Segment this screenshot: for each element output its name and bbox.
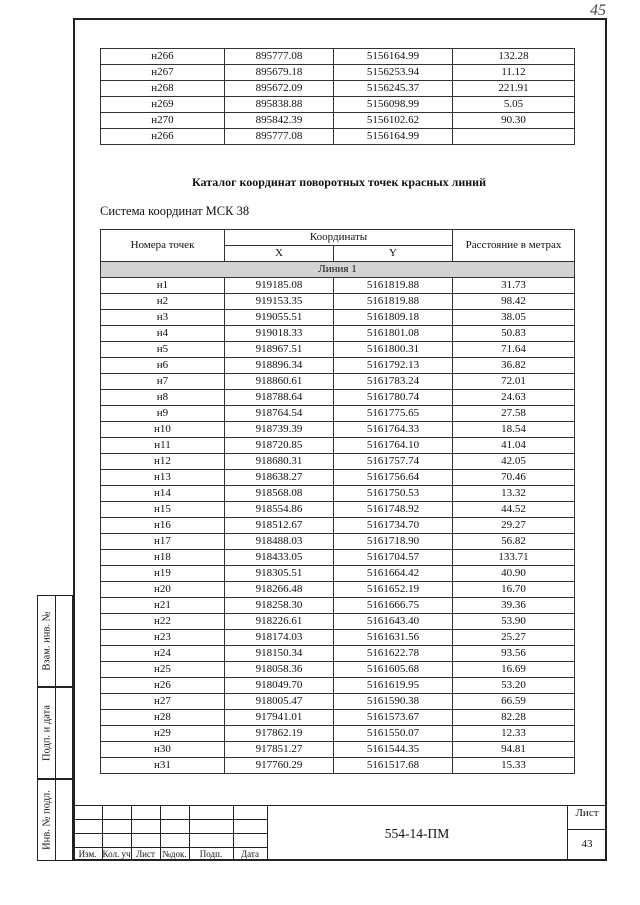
x-coordinate-cell: 918174.03 [225,630,334,646]
distance-cell: 132.28 [453,49,575,65]
x-coordinate-cell: 918433.05 [225,550,334,566]
x-coordinate-cell: 895838.88 [225,97,334,113]
distance-cell: 41.04 [453,438,575,454]
point-number-cell: н23 [101,630,225,646]
continued-coordinates-table [100,48,575,145]
table-row [101,113,575,129]
coordinates-catalog-table [100,229,575,774]
point-number-cell: н29 [101,726,225,742]
section-line-1: Линия 1 [101,262,575,278]
stamp-col-list: Лист [136,849,155,859]
point-number-cell: н15 [101,502,225,518]
table-row [101,438,575,454]
y-coordinate-cell: 5161801.08 [334,326,453,342]
table-row [101,81,575,97]
point-number-cell: н8 [101,390,225,406]
side-label-inv: Инв. № подл. [41,790,52,850]
x-coordinate-cell: 918568.08 [225,486,334,502]
distance-cell: 31.73 [453,278,575,294]
x-coordinate-cell: 918638.27 [225,470,334,486]
catalog-title: Каталог координат поворотных точек красных линий [191,175,487,189]
y-coordinate-cell: 5161756.64 [334,470,453,486]
distance-cell: 133.71 [453,550,575,566]
table-row [101,742,575,758]
x-coordinate-cell: 917862.19 [225,726,334,742]
distance-cell: 12.33 [453,726,575,742]
y-coordinate-cell: 5161643.40 [334,614,453,630]
y-coordinate-cell: 5161819.88 [334,278,453,294]
stamp-col-podp: Подп. [199,849,223,859]
distance-cell: 16.70 [453,582,575,598]
table-row [101,358,575,374]
x-coordinate-cell: 918305.51 [225,566,334,582]
stamp-col-izm: Изм. [78,849,97,859]
y-coordinate-cell: 5161800.31 [334,342,453,358]
distance-cell: 27.58 [453,406,575,422]
point-number-cell: н20 [101,582,225,598]
y-coordinate-cell: 5161666.75 [334,598,453,614]
y-coordinate-cell: 5161809.18 [334,310,453,326]
table-row [101,278,575,294]
distance-cell: 90.30 [453,113,575,129]
y-coordinate-cell: 5161757.74 [334,454,453,470]
point-number-cell: н9 [101,406,225,422]
x-coordinate-cell: 917941.01 [225,710,334,726]
distance-cell: 11.12 [453,65,575,81]
header-y: Y [334,246,453,262]
distance-cell: 44.52 [453,502,575,518]
distance-cell: 53.20 [453,678,575,694]
table-row [101,758,575,774]
distance-cell: 15.33 [453,758,575,774]
y-coordinate-cell: 5156098.99 [334,97,453,113]
header-coordinates: Координаты [225,230,453,246]
point-number-cell: н4 [101,326,225,342]
y-coordinate-cell: 5156253.94 [334,65,453,81]
table-row [101,454,575,470]
point-number-cell: н2 [101,294,225,310]
distance-cell: 38.05 [453,310,575,326]
distance-cell: 29.27 [453,518,575,534]
x-coordinate-cell: 918488.03 [225,534,334,550]
point-number-cell: н3 [101,310,225,326]
table-row [101,422,575,438]
x-coordinate-cell: 918788.64 [225,390,334,406]
y-coordinate-cell: 5161775.65 [334,406,453,422]
y-coordinate-cell: 5161748.92 [334,502,453,518]
x-coordinate-cell: 918764.54 [225,406,334,422]
x-coordinate-cell: 919018.33 [225,326,334,342]
table-row [101,662,575,678]
point-number-cell: н11 [101,438,225,454]
table-row [101,534,575,550]
x-coordinate-cell: 918258.30 [225,598,334,614]
x-coordinate-cell: 918005.47 [225,694,334,710]
y-coordinate-cell: 5161652.19 [334,582,453,598]
x-coordinate-cell: 919055.51 [225,310,334,326]
table-row [101,326,575,342]
point-number-cell: н1 [101,278,225,294]
distance-cell: 5.05 [453,97,575,113]
side-stamp-podp [37,687,73,779]
side-stamp-inv [37,779,73,861]
point-number-cell: н14 [101,486,225,502]
y-coordinate-cell: 5156164.99 [334,129,453,145]
distance-cell: 66.59 [453,694,575,710]
point-number-cell: н17 [101,534,225,550]
x-coordinate-cell: 918680.31 [225,454,334,470]
distance-cell: 36.82 [453,358,575,374]
x-coordinate-cell: 918896.34 [225,358,334,374]
y-coordinate-cell: 5161780.74 [334,390,453,406]
page-number-handwritten: 45 [590,2,606,19]
point-number-cell: н266 [101,129,225,145]
table-row [101,582,575,598]
x-coordinate-cell: 918512.67 [225,518,334,534]
x-coordinate-cell: 918058.36 [225,662,334,678]
distance-cell: 13.32 [453,486,575,502]
distance-cell: 71.64 [453,342,575,358]
point-number-cell: н16 [101,518,225,534]
distance-cell: 53.90 [453,614,575,630]
point-number-cell: н5 [101,342,225,358]
table-row [101,374,575,390]
x-coordinate-cell: 895679.18 [225,65,334,81]
title-block [73,805,607,861]
x-coordinate-cell: 918967.51 [225,342,334,358]
y-coordinate-cell: 5161631.56 [334,630,453,646]
y-coordinate-cell: 5161550.07 [334,726,453,742]
x-coordinate-cell: 918860.61 [225,374,334,390]
distance-cell: 94.81 [453,742,575,758]
distance-cell: 16.69 [453,662,575,678]
point-number-cell: н27 [101,694,225,710]
y-coordinate-cell: 5161622.78 [334,646,453,662]
side-label-vzam: Взам. инв. № [41,611,52,671]
table-row [101,502,575,518]
distance-cell: 72.01 [453,374,575,390]
distance-cell: 82.28 [453,710,575,726]
table-row [101,486,575,502]
point-number-cell: н10 [101,422,225,438]
point-number-cell: н268 [101,81,225,97]
y-coordinate-cell: 5161517.68 [334,758,453,774]
table-row [101,406,575,422]
point-number-cell: н21 [101,598,225,614]
point-number-cell: н19 [101,566,225,582]
distance-cell: 40.90 [453,566,575,582]
y-coordinate-cell: 5156164.99 [334,49,453,65]
y-coordinate-cell: 5161664.42 [334,566,453,582]
distance-cell: 39.36 [453,598,575,614]
x-coordinate-cell: 895777.08 [225,129,334,145]
point-number-cell: н270 [101,113,225,129]
coordinate-system-label: Система координат МСК 38 [100,204,250,218]
header-point-numbers: Номера точек [101,230,225,262]
point-number-cell: н269 [101,97,225,113]
x-coordinate-cell: 917851.27 [225,742,334,758]
x-coordinate-cell: 895672.09 [225,81,334,97]
table-row [101,726,575,742]
y-coordinate-cell: 5161573.67 [334,710,453,726]
point-number-cell: н26 [101,678,225,694]
table-row [101,646,575,662]
distance-cell: 24.63 [453,390,575,406]
distance-cell: 98.42 [453,294,575,310]
table-row [101,614,575,630]
point-number-cell: н22 [101,614,225,630]
y-coordinate-cell: 5156102.62 [334,113,453,129]
sheet-label: Лист [575,807,599,819]
distance-cell: 18.54 [453,422,575,438]
stamp-col-data: Дата [241,849,259,859]
y-coordinate-cell: 5161764.10 [334,438,453,454]
header-distance: Расстояние в метрах [453,230,575,262]
stamp-col-ndok: №док. [162,849,187,859]
y-coordinate-cell: 5161544.35 [334,742,453,758]
point-number-cell: н12 [101,454,225,470]
distance-cell: 56.82 [453,534,575,550]
y-coordinate-cell: 5161718.90 [334,534,453,550]
x-coordinate-cell: 895777.08 [225,49,334,65]
table-row [101,566,575,582]
point-number-cell: н28 [101,710,225,726]
y-coordinate-cell: 5161783.24 [334,374,453,390]
x-coordinate-cell: 919185.08 [225,278,334,294]
y-coordinate-cell: 5161704.57 [334,550,453,566]
x-coordinate-cell: 918226.61 [225,614,334,630]
table-row [101,678,575,694]
sheet-number: 43 [581,838,593,850]
table-row [101,598,575,614]
side-label-podp: Подп. и дата [41,704,52,762]
y-coordinate-cell: 5161605.68 [334,662,453,678]
table-row [101,710,575,726]
table-row [101,390,575,406]
point-number-cell: н24 [101,646,225,662]
x-coordinate-cell: 918150.34 [225,646,334,662]
distance-cell: 42.05 [453,454,575,470]
table-row [101,129,575,145]
x-coordinate-cell: 918739.39 [225,422,334,438]
point-number-cell: н267 [101,65,225,81]
distance-cell [453,129,575,145]
table-row [101,518,575,534]
table-row [101,550,575,566]
table-row [101,65,575,81]
point-number-cell: н6 [101,358,225,374]
y-coordinate-cell: 5161819.88 [334,294,453,310]
table-row [101,97,575,113]
point-number-cell: н7 [101,374,225,390]
y-coordinate-cell: 5161619.95 [334,678,453,694]
table-row [101,342,575,358]
table-row [101,470,575,486]
distance-cell: 25.27 [453,630,575,646]
table-row [101,294,575,310]
x-coordinate-cell: 918554.86 [225,502,334,518]
y-coordinate-cell: 5161764.33 [334,422,453,438]
table-row [101,310,575,326]
y-coordinate-cell: 5161734.70 [334,518,453,534]
x-coordinate-cell: 917760.29 [225,758,334,774]
table-row [101,49,575,65]
x-coordinate-cell: 895842.39 [225,113,334,129]
distance-cell: 221.91 [453,81,575,97]
y-coordinate-cell: 5161590.38 [334,694,453,710]
table-row [101,630,575,646]
side-stamp-vzam [37,595,73,687]
x-coordinate-cell: 918049.70 [225,678,334,694]
y-coordinate-cell: 5161792.13 [334,358,453,374]
distance-cell: 50.83 [453,326,575,342]
x-coordinate-cell: 918266.48 [225,582,334,598]
x-coordinate-cell: 919153.35 [225,294,334,310]
x-coordinate-cell: 918720.85 [225,438,334,454]
distance-cell: 93.56 [453,646,575,662]
point-number-cell: н266 [101,49,225,65]
y-coordinate-cell: 5161750.53 [334,486,453,502]
table-row [101,694,575,710]
y-coordinate-cell: 5156245.37 [334,81,453,97]
document-code: 554-14-ПМ [384,826,450,841]
stamp-col-kol: Кол. уч [102,849,131,859]
point-number-cell: н18 [101,550,225,566]
distance-cell: 70.46 [453,470,575,486]
point-number-cell: н31 [101,758,225,774]
point-number-cell: н25 [101,662,225,678]
header-x: X [225,246,334,262]
point-number-cell: н30 [101,742,225,758]
point-number-cell: н13 [101,470,225,486]
